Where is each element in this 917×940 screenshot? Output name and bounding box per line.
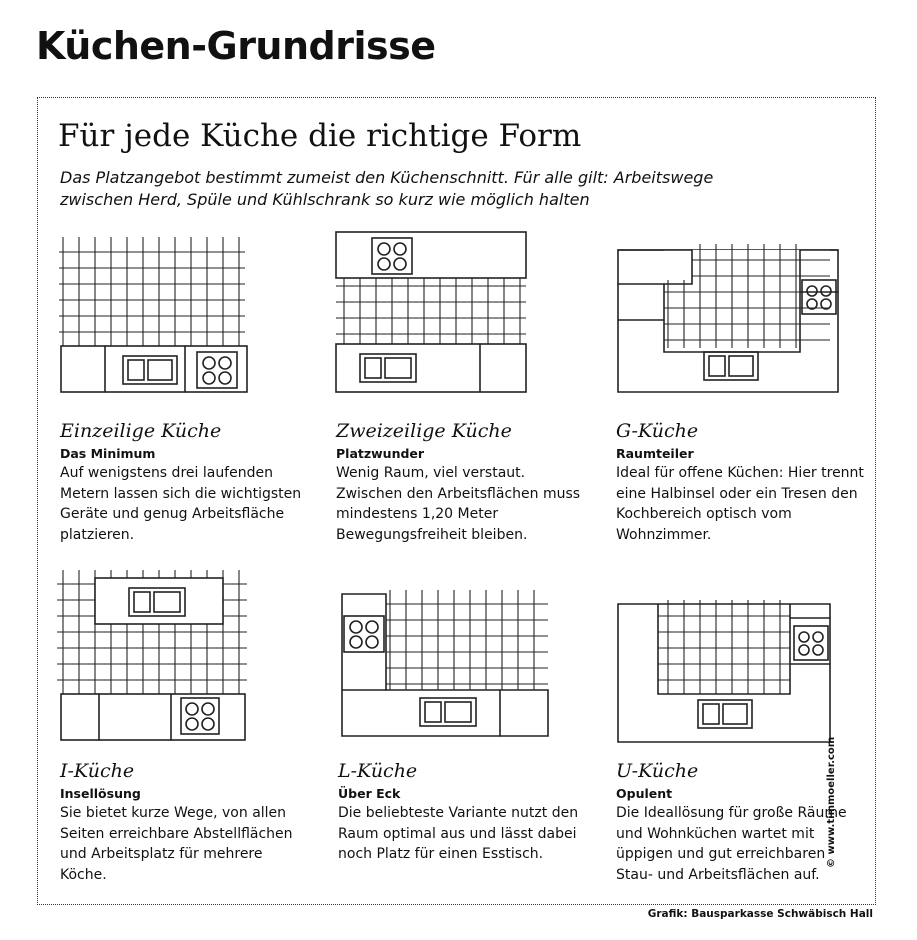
copyright-url[interactable]: © www.timmoeller.com — [826, 736, 837, 868]
floor-grid — [59, 237, 245, 346]
plan-einzeilig — [55, 232, 255, 402]
card-description: Sie bietet kurze Wege, von allen Seiten erreichbare Abstellflächen und Arbeitsplatz für mehrere Köche. — [60, 805, 293, 883]
card-description: Auf wenigstens drei laufenden Metern lassen sich die wichtigsten Geräte und genug Arbeitsfläche platzieren. — [60, 465, 302, 543]
floor-grid — [386, 590, 548, 690]
card-title: I-Küche — [60, 760, 135, 782]
card-subtitle: Insellösung — [60, 786, 141, 801]
section-heading: Für jede Küche die richtige Form — [58, 118, 582, 154]
card-title: G-Küche — [616, 420, 699, 442]
card-subtitle: Platzwunder — [336, 446, 425, 461]
graphic-credit: Grafik: Bausparkasse Schwäbisch Hall — [647, 908, 873, 920]
card-title: Einzeilige Küche — [60, 420, 222, 442]
plan-zweizeilig — [330, 228, 535, 398]
kitchen-island — [95, 578, 223, 624]
card-subtitle: Das Minimum — [60, 446, 156, 461]
card-title: U-Küche — [616, 760, 699, 782]
card-subtitle: Opulent — [616, 786, 673, 801]
counter — [61, 694, 245, 740]
card-subtitle: Raumteiler — [616, 446, 694, 461]
counter — [61, 346, 247, 392]
plan-i-kueche — [55, 568, 255, 748]
plan-g-kueche — [612, 240, 844, 400]
card-subtitle: Über Eck — [338, 786, 401, 801]
plan-l-kueche — [336, 588, 556, 748]
card-description: Die Ideallösung für große Räume und Wohnküchen wartet mit üppigen und gut erreichbaren Stau- und Arbeitsflächen auf. — [616, 805, 847, 883]
card-title: Zweizeilige Küche — [336, 420, 512, 442]
card-description: Wenig Raum, viel verstaut. Zwischen den Arbeitsflächen muss mindestens 1,20 Meter Bewegungsfreiheit bleiben. — [336, 465, 581, 543]
floor-area — [664, 250, 830, 352]
card-title: L-Küche — [338, 760, 418, 782]
card-description: Die beliebteste Variante nutzt den Raum optimal aus und lässt dabei noch Platz für einen Esstisch. — [338, 805, 579, 862]
section-intro: Das Platzangebot bestimmt zumeist den Küchenschnitt. Für alle gilt: Arbeitswege zwischen Herd, Spüle und Kühlschrank so kurz wie möglich halten — [60, 168, 714, 209]
plan-u-kueche — [612, 596, 838, 750]
page-title: Küchen-Grundrisse — [36, 24, 436, 68]
card-description: Ideal für offene Küchen: Hier trennt eine Halbinsel oder ein Tresen den Kochbereich optisch vom Wohnzimmer. — [616, 465, 864, 543]
counter-top — [336, 232, 526, 278]
floor-grid — [336, 278, 526, 344]
